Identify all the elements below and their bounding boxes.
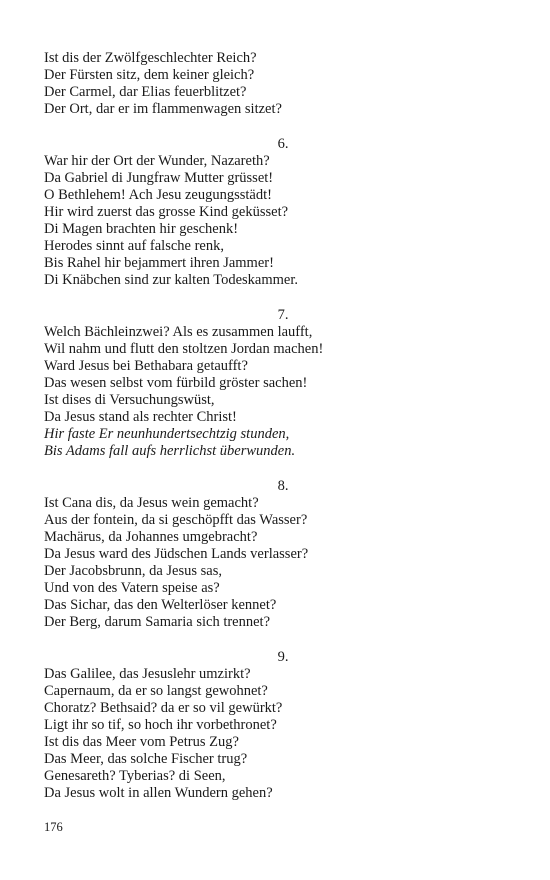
verse-line: Das Sichar, das den Welterlöser kennet? (44, 597, 277, 613)
stanza (44, 649, 514, 802)
verse-line: Da Gabriel di Jungfraw Mutter grüsset! (44, 170, 274, 186)
verse-line: Das Meer, das solche Fischer trug? (44, 751, 248, 767)
verse-line: Da Jesus ward des Jüdschen Lands verlasser? (44, 546, 309, 562)
verse-line: Ist dis der Zwölfgeschlechter Reich? (44, 50, 257, 66)
verse-line: Ist Cana dis, da Jesus wein gemacht? (44, 495, 259, 511)
verse-line: Di Magen brachten hir geschenk! (44, 221, 239, 237)
verse-line: Ist dis das Meer vom Petrus Zug? (44, 734, 239, 750)
verse-line: Welch Bächleinzwei? Als es zusammen laufft, (44, 324, 313, 340)
verse-line: Der Berg, darum Samaria sich trennet? (44, 614, 271, 630)
stanza-number: 6. (277, 136, 289, 152)
verse-line: Das Galilee, das Jesuslehr umzirkt? (44, 666, 251, 682)
verse-line: Ward Jesus bei Bethabara getaufft? (44, 358, 248, 374)
stanza (44, 307, 514, 460)
verse-line: Hir wird zuerst das grosse Kind geküsset? (44, 204, 289, 220)
stanza-number: 7. (277, 307, 289, 323)
verse-line: Wil nahm und flutt den stoltzen Jordan machen! (44, 341, 324, 357)
page-number: 176 (44, 820, 63, 834)
stanza-number: 8. (277, 478, 289, 494)
verse-line: Der Ort, dar er im flammenwagen sitzet? (44, 101, 282, 117)
verse-line: Genesareth? Tyberias? di Seen, (44, 768, 226, 784)
verse-line: Di Knäbchen sind zur kalten Todeskammer. (44, 272, 299, 288)
stanza (44, 478, 514, 631)
stanza (44, 136, 514, 289)
verse-line: Und von des Vatern speise as? (44, 580, 220, 596)
verse-line: Capernaum, da er so langst gewohnet? (44, 683, 268, 699)
stanza (44, 50, 514, 118)
stanza-number: 9. (277, 649, 289, 665)
poem-page (44, 50, 514, 820)
verse-line: Da Jesus wolt in allen Wundern gehen? (44, 785, 273, 801)
verse-line: Choratz? Bethsaid? da er so vil gewürkt? (44, 700, 283, 716)
verse-line: Der Fürsten sitz, dem keiner gleich? (44, 67, 255, 83)
verse-line: Der Carmel, dar Elias feuerblitzet? (44, 84, 247, 100)
verse-line: Das wesen selbst vom fürbild gröster sachen! (44, 375, 308, 391)
verse-line: Ist dises di Versuchungswüst, (44, 392, 215, 408)
verse-line: Ligt ihr so tif, so hoch ihr vorbethronet? (44, 717, 277, 733)
verse-line: Bis Rahel hir bejammert ihren Jammer! (44, 255, 274, 271)
verse-line: Da Jesus stand als rechter Christ! (44, 409, 237, 425)
verse-line: Aus der fontein, da si geschöpfft das Wasser? (44, 512, 308, 528)
verse-line: Der Jacobsbrunn, da Jesus sas, (44, 563, 222, 579)
verse-line: War hir der Ort der Wunder, Nazareth? (44, 153, 270, 169)
verse-line: Machärus, da Johannes umgebracht? (44, 529, 258, 545)
verse-line: Herodes sinnt auf falsche renk, (44, 238, 224, 254)
verse-line: O Bethlehem! Ach Jesu zeugungsstädt! (44, 187, 272, 203)
verse-line: Hir faste Er neunhundertsechtzig stunden, (44, 426, 290, 442)
verse-line: Bis Adams fall aufs herrlichst überwunden. (44, 443, 296, 459)
